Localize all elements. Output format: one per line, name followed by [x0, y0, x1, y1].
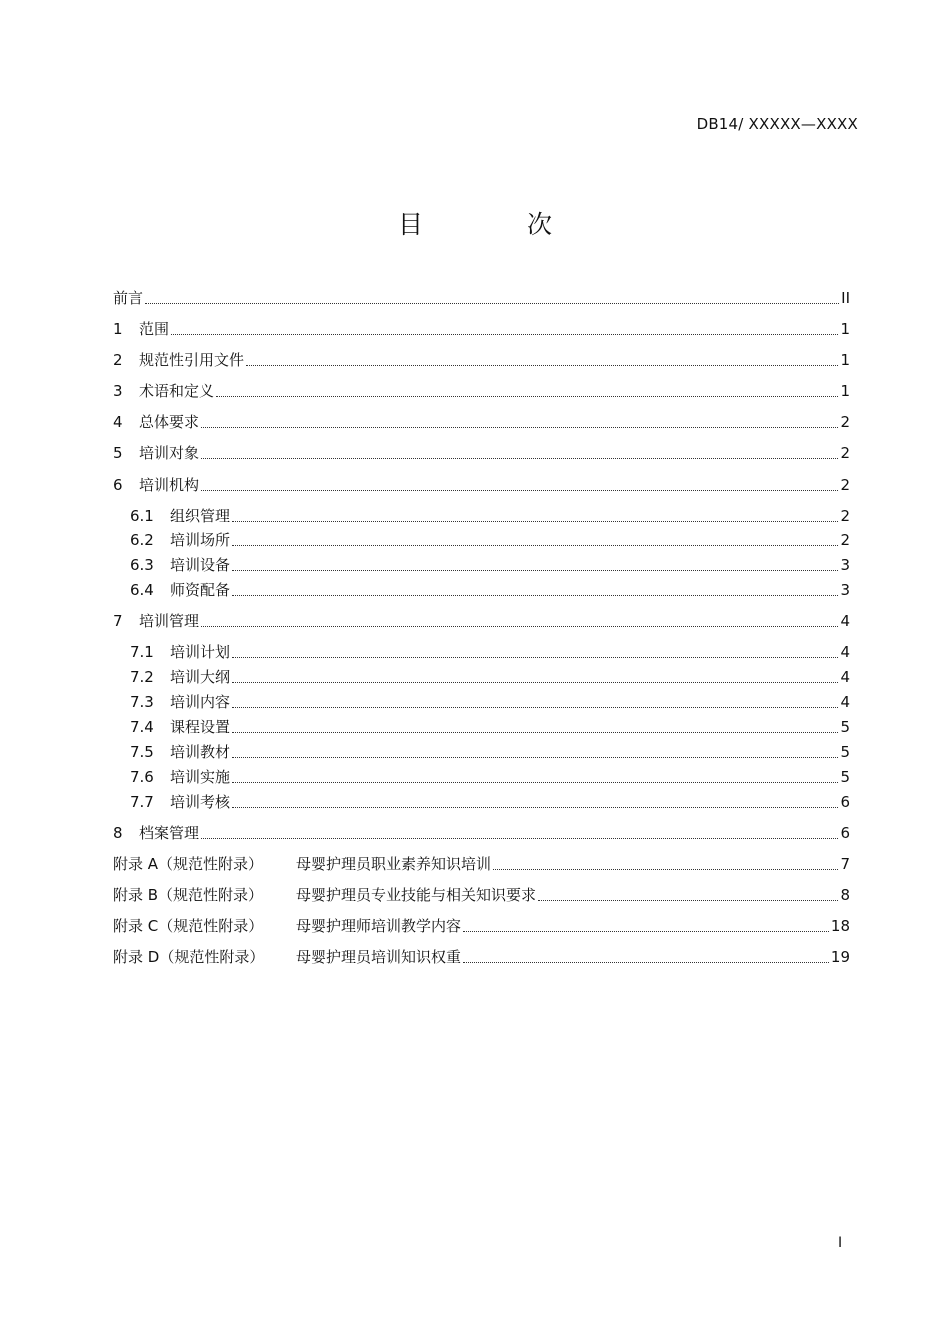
toc-entry-number: 4	[113, 413, 123, 431]
toc-entry-title: 培训管理	[139, 612, 200, 630]
dot-leader	[201, 489, 838, 491]
toc-entry-number: 7.4	[130, 718, 154, 736]
toc-entry-title: 术语和定义	[139, 382, 215, 400]
toc-appendix-entry[interactable]	[113, 852, 850, 874]
toc-entry-number: 7.2	[130, 668, 154, 686]
toc-entry-number: 3	[113, 382, 123, 400]
toc-subentry[interactable]	[130, 504, 850, 526]
toc-entry-page: 4	[840, 693, 850, 711]
dot-leader	[201, 837, 838, 839]
toc-entry-title: 培训内容	[170, 693, 231, 711]
toc-subentry[interactable]	[130, 665, 850, 687]
toc-entry-page: 3	[840, 556, 850, 574]
toc-entry-page: 4	[840, 668, 850, 686]
toc-entry-title: 师资配备	[170, 581, 231, 599]
appendix-label: 附录 D（规范性附录）	[113, 948, 265, 966]
toc-entry-title: 母婴护理员职业素养知识培训	[296, 855, 492, 873]
toc-entry-title: 培训机构	[139, 476, 200, 494]
toc-entry-preface[interactable]	[113, 286, 850, 308]
toc-subentry[interactable]	[130, 578, 850, 600]
dot-leader	[201, 457, 838, 459]
dot-leader	[463, 930, 829, 932]
toc-entry[interactable]	[113, 609, 850, 631]
toc-appendix-entry[interactable]	[113, 945, 850, 967]
dot-leader	[232, 731, 838, 733]
toc-entry[interactable]	[113, 821, 850, 843]
toc-entry-title: 培训实施	[170, 768, 231, 786]
dot-leader	[232, 656, 838, 658]
dot-leader	[232, 594, 838, 596]
dot-leader	[216, 395, 838, 397]
toc-entry-page: 5	[840, 743, 850, 761]
toc-entry-title: 培训场所	[170, 531, 231, 549]
toc-entry[interactable]	[113, 317, 850, 339]
appendix-label: 附录 C（规范性附录）	[113, 917, 264, 935]
toc-entry[interactable]	[113, 410, 850, 432]
toc-entry-page: 5	[840, 768, 850, 786]
dot-leader	[171, 333, 838, 335]
document-code: DB14/ XXXXX—XXXX	[696, 115, 858, 133]
toc-entry-number: 7.6	[130, 768, 154, 786]
toc-entry-number: 6.1	[130, 507, 154, 525]
toc-entry-page: 2	[840, 444, 850, 462]
appendix-label: 附录 A（规范性附录）	[113, 855, 264, 873]
toc-entry-number: 6.2	[130, 531, 154, 549]
toc-entry-page: 8	[840, 886, 850, 904]
toc-entry-page: 5	[840, 718, 850, 736]
toc-entry-title: 母婴护理师培训教学内容	[296, 917, 462, 935]
toc-entry-page: 2	[840, 531, 850, 549]
toc-subentry[interactable]	[130, 640, 850, 662]
toc-entry-page: 18	[830, 917, 850, 935]
toc-entry-title: 规范性引用文件	[139, 351, 245, 369]
toc-entry-page: 19	[830, 948, 850, 966]
toc-entry-page: 2	[840, 413, 850, 431]
dot-leader	[232, 681, 838, 683]
toc-subentry[interactable]	[130, 553, 850, 575]
toc-entry-page: 6	[840, 793, 850, 811]
toc-entry-page: 1	[840, 351, 850, 369]
dot-leader	[232, 706, 838, 708]
toc-entry-number: 7.3	[130, 693, 154, 711]
dot-leader	[232, 781, 838, 783]
toc-subentry[interactable]	[130, 765, 850, 787]
toc-appendix-entry[interactable]	[113, 883, 850, 905]
toc-entry-page: 3	[840, 581, 850, 599]
dot-leader	[232, 756, 838, 758]
toc-entry-page: 1	[840, 320, 850, 338]
dot-leader	[201, 426, 838, 428]
dot-leader	[538, 899, 838, 901]
toc-entry-title: 范围	[139, 320, 170, 338]
toc-entry-page: 4	[840, 643, 850, 661]
dot-leader	[232, 520, 838, 522]
toc-entry-title: 培训教材	[170, 743, 231, 761]
toc-entry-number: 6.3	[130, 556, 154, 574]
toc-entry-title: 培训对象	[139, 444, 200, 462]
toc-entry-title: 培训大纲	[170, 668, 231, 686]
toc-entry-title: 档案管理	[139, 824, 200, 842]
toc-entry-title: 课程设置	[170, 718, 231, 736]
toc-entry-title: 总体要求	[139, 413, 200, 431]
dot-leader	[232, 569, 838, 571]
dot-leader	[145, 302, 839, 304]
toc-entry-number: 7.7	[130, 793, 154, 811]
page-number: I	[838, 1235, 843, 1251]
toc-entry-page: II	[841, 289, 850, 307]
toc-entry-title: 培训计划	[170, 643, 231, 661]
appendix-label: 附录 B（规范性附录）	[113, 886, 264, 904]
toc-entry-number: 6.4	[130, 581, 154, 599]
toc-entry-number: 8	[113, 824, 123, 842]
dot-leader	[493, 868, 838, 870]
toc-entry[interactable]	[113, 348, 850, 370]
toc-entry[interactable]	[113, 473, 850, 495]
toc-entry-page: 4	[840, 612, 850, 630]
toc-entry-page: 2	[840, 476, 850, 494]
toc-subentry[interactable]	[130, 715, 850, 737]
dot-leader	[201, 625, 838, 627]
dot-leader	[232, 544, 838, 546]
toc-entry-title: 组织管理	[170, 507, 231, 525]
toc-entry-number: 1	[113, 320, 123, 338]
dot-leader	[463, 961, 829, 963]
toc-subentry[interactable]	[130, 740, 850, 762]
page-title: 目 次	[398, 210, 600, 239]
toc-appendix-entry[interactable]	[113, 914, 850, 936]
toc-entry-title: 母婴护理员专业技能与相关知识要求	[296, 886, 537, 904]
toc-entry-page: 6	[840, 824, 850, 842]
toc-entry-title: 培训设备	[170, 556, 231, 574]
toc-entry-number: 2	[113, 351, 123, 369]
toc-subentry[interactable]	[130, 790, 850, 812]
toc-entry-page: 2	[840, 507, 850, 525]
toc-entry-title: 母婴护理员培训知识权重	[296, 948, 462, 966]
toc-entry-number: 7.1	[130, 643, 154, 661]
toc-subentry[interactable]	[130, 528, 850, 550]
toc-entry-number: 7.5	[130, 743, 154, 761]
toc-entry-title: 前言	[113, 289, 144, 307]
toc-entry[interactable]	[113, 441, 850, 463]
toc-entry-page: 1	[840, 382, 850, 400]
toc-entry-number: 6	[113, 476, 123, 494]
toc-entry-page: 7	[840, 855, 850, 873]
dot-leader	[232, 806, 838, 808]
dot-leader	[246, 364, 838, 366]
toc-entry-number: 7	[113, 612, 123, 630]
toc-subentry[interactable]	[130, 690, 850, 712]
toc-entry-number: 5	[113, 444, 123, 462]
toc-entry[interactable]	[113, 379, 850, 401]
toc-entry-title: 培训考核	[170, 793, 231, 811]
